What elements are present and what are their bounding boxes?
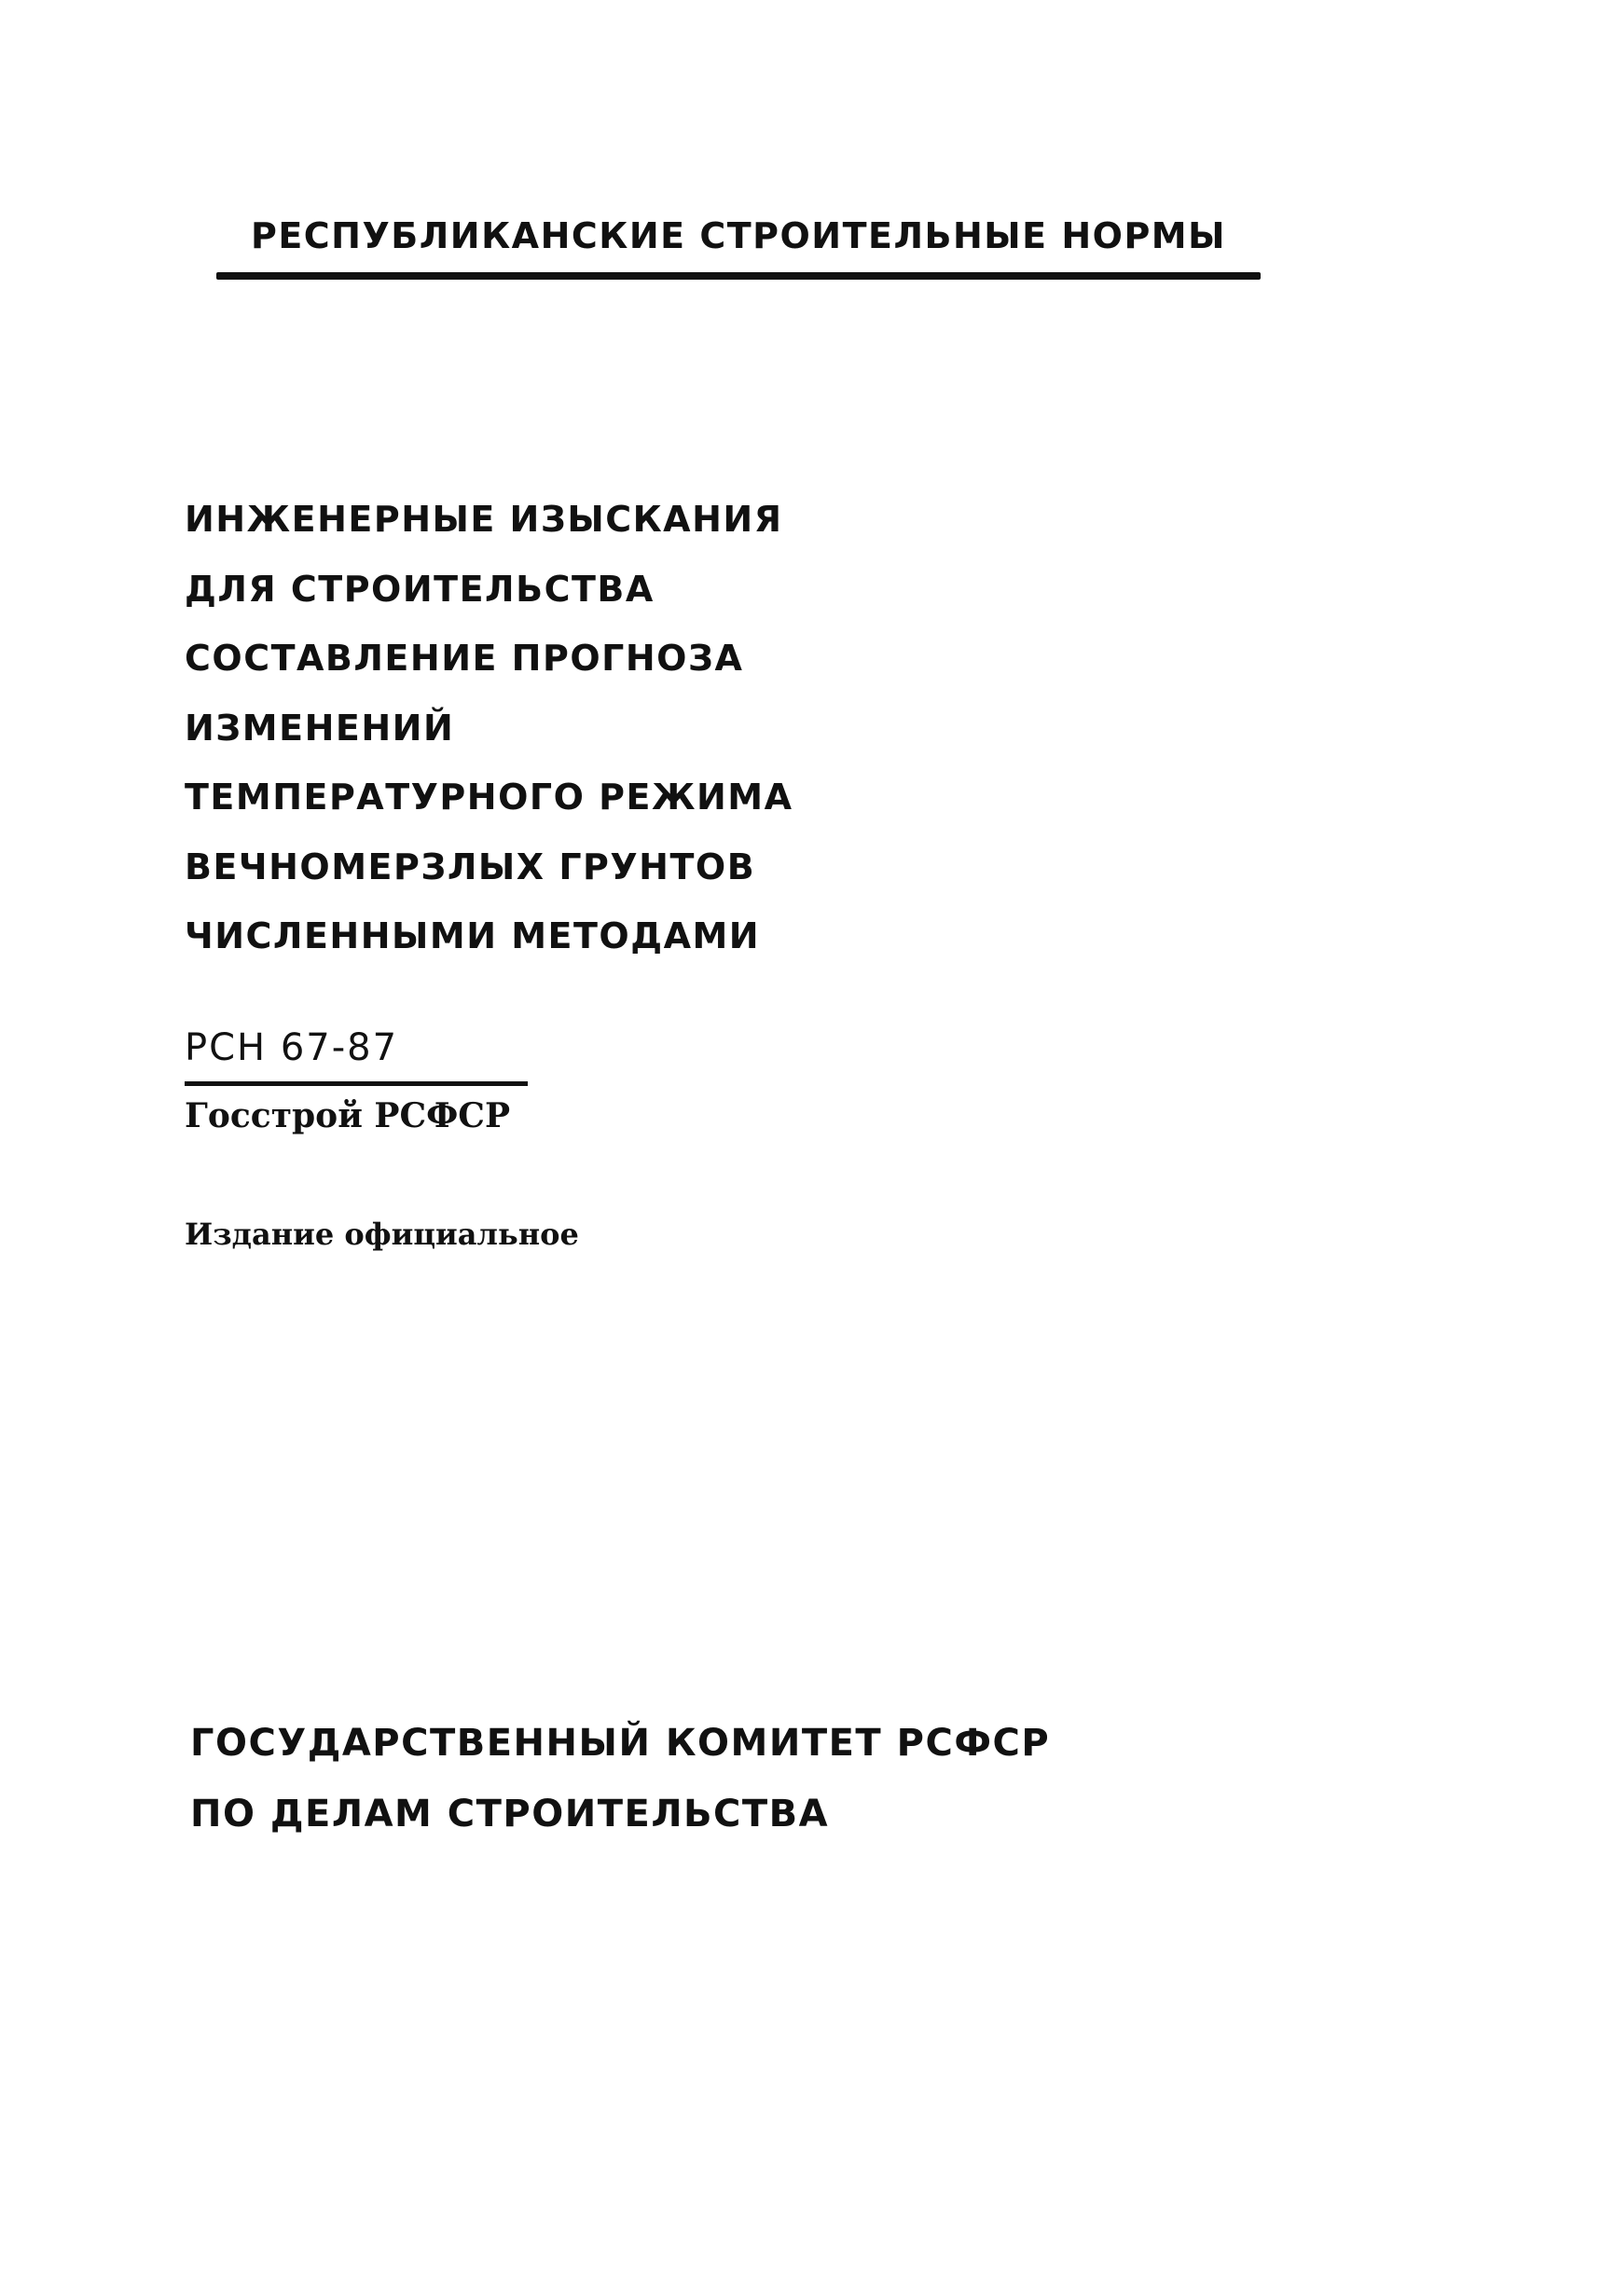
title-line: СОСТАВЛЕНИЕ ПРОГНОЗА: [185, 638, 744, 679]
document-code: РСН 67-87: [185, 1026, 399, 1069]
series-title: РЕСПУБЛИКАНСКИЕ СТРОИТЕЛЬНЫЕ НОРМЫ: [250, 215, 1226, 256]
header-block: [216, 213, 1261, 280]
code-rule: [185, 1081, 528, 1086]
document-title: [185, 485, 793, 971]
title-line: ИНЖЕНЕРНЫЕ ИЗЫСКАНИЯ: [185, 499, 783, 540]
document-code-block: [185, 1022, 530, 1140]
publisher-line: ПО ДЕЛАМ СТРОИТЕЛЬСТВА: [190, 1793, 830, 1835]
title-line: ТЕМПЕРАТУРНОГО РЕЖИМА: [185, 777, 793, 818]
header-rule: [216, 272, 1261, 280]
edition-note: Издание официальное: [185, 1217, 579, 1252]
title-line: ИЗМЕНЕНИЙ: [185, 707, 455, 749]
title-line: ВЕЧНОМЕРЗЛЫХ ГРУНТОВ: [185, 846, 756, 887]
publisher-line: ГОСУДАРСТВЕННЫЙ КОМИТЕТ РСФСР: [190, 1722, 1051, 1765]
title-line: ДЛЯ СТРОИТЕЛЬСТВА: [185, 568, 655, 610]
issuer: Госстрой РСФСР: [185, 1096, 511, 1135]
publisher: [190, 1708, 1050, 1849]
title-line: ЧИСЛЕННЫМИ МЕТОДАМИ: [185, 915, 761, 956]
